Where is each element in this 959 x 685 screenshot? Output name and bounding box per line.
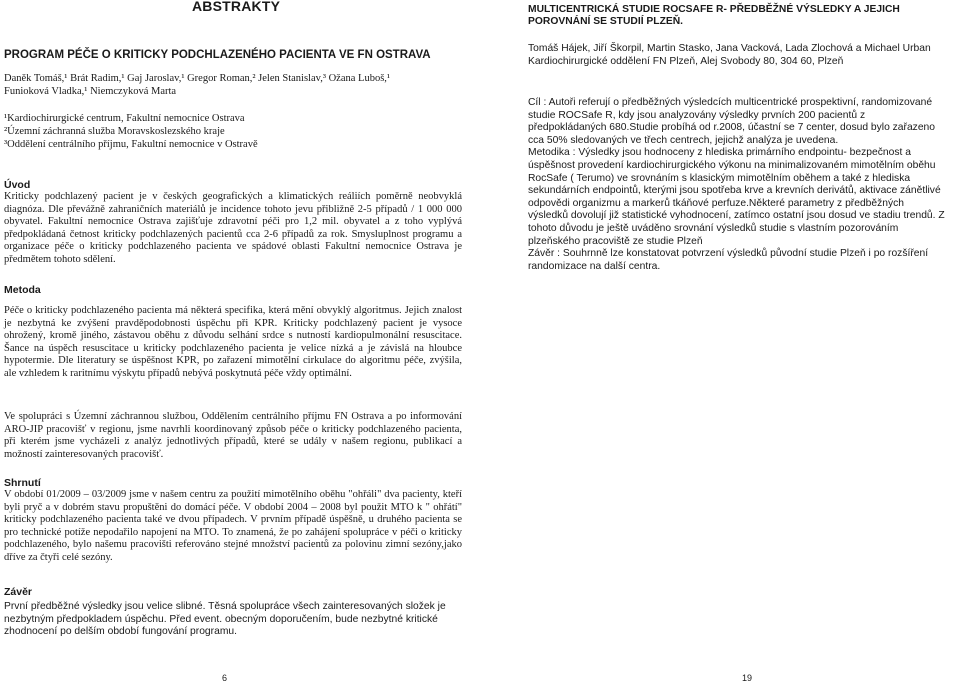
uvod-text: Kriticky podchlazený pacient je v českých geografických a klimatických reáliích poměrně neobvyklá diagnóza. Dle převážně zahraničních materiálů je incidence tohoto jevu přibližně 2-5 případů / 1 000 000 obyvatel. Fakultní nemocnice Ostrava zajišťuje zdravotní péči pro 1,2 mil. obyvatel a z toho vyplývá předpokládaná četnost kriticky podchlazených pacientů cca 2-6 případů za rok. Smysluplnost programu a organizace péče o kriticky podchlazeného pacienta ve spádové oblasti Fakultní nemocnice Ostrava je předmětem tohoto sdělení. [4,191,462,265]
affiliation-2: ²Územní záchranná služba Moravskoslezského kraje [4,126,225,138]
left-article-affiliations [4,112,462,152]
shrnuti-text: V období 01/2009 – 03/2009 jsme v našem centru za použití mimotělního oběhu "ohřáli" dva pacienty, kteří byli pryč a v dobrém stavu propuštěni do domácí péče. V období 2004 – 2008 byl použit MTO k " ohřátí" kriticky podchlazeného pacienta také ve dvou případech. V prvním případě úspěšně, u druhého pacienta se pro technické potíže nepodařilo napojení na MTO. To znamená, že po zahájení spolupráce v péči o kriticky podchlazeného, bylo našemu pracovišti referováno stejné množství pacientů za polovinu zimní sezóny,jako dříve za čtyři celé sezóny. [4,489,462,563]
page-number-left: 6 [222,673,228,683]
right-article-affiliation: Kardiochirurgické oddělení FN Plzeň, Alej Svobody 80, 304 60, Plzeň [528,55,844,67]
right-article-authors-block [528,43,946,68]
cil-paragraph: Cíl : Autoři referují o předběžných výsledcích multicentrické prospektivní, randomizované studie ROCSafe R, kdy jsou analyzovány výsledky prvních 200 pacientů z předpokládaných 680.Studie probíhá od r.2008, účastní se 7 center, dosud bylo zařazeno cca 50% sledovaných ve třech centrech, jejichž analýza je uvedena. [528,97,936,146]
page-header-abstrakty: ABSTRAKTY [192,0,281,14]
right-article-title: MULTICENTRICKÁ STUDIE ROCSAFE R- PŘEDBĚŽNÉ VÝSLEDKY A JEJICH POROVNÁNÍ SE STUDIÍ PLZEŇ. [528,4,900,28]
uvod-heading: Úvod [4,179,31,191]
right-article-abstract [528,97,946,273]
authors-line-2: Funioková Vladka,¹ Niemczyková Marta [4,86,177,98]
metoda-heading: Metoda [4,284,41,296]
zaver-heading: Závěr [4,586,33,598]
authors-line-1: Daněk Tomáš,¹ Brát Radim,¹ Gaj Jaroslav,¹ Gregor Roman,² Jelen Stanislav,³ Ožana Luboš,¹ [4,73,391,84]
zaver-text: První předběžné výsledky jsou velice slibné. Těsná spolupráce všech zainteresovaných složek je nezbytným předpokladem úspěchu. Před event. obecným doporučením, bude nezbytné kritické zhodnocení po delším období fungování programu. [4,601,446,638]
left-article-title: PROGRAM PÉČE O KRITICKY PODCHLAZENÉHO PACIENTA VE FN OSTRAVA [4,49,431,61]
metoda-paragraph-2: Ve spolupráci s Územní záchrannou službou, Oddělením centrálního příjmu FN Ostrava a po informování ARO-JIP pracovišť v regionu, jsme navrhli koordinovaný způsob péče o kriticky podchlazeného pacienta, při kterém jsme vycházeli z analýz jednotlivých případů, které se udály v našem regionu, publikací a možností zainteresovaných pracovišť. [4,411,462,460]
affiliation-1: ¹Kardiochirurgické centrum, Fakultní nemocnice Ostrava [4,113,245,124]
shrnuti-heading: Shrnutí [4,477,41,489]
page-number-right: 19 [742,673,753,683]
affiliation-3: ³Oddělení centrálního příjmu, Fakultní nemocnice v Ostravě [4,139,258,151]
metoda-paragraph-1: Péče o kriticky podchlazeného pacienta má některá specifika, která mění obvyklý algoritmus. Jejich znalost je nezbytná ke zvýšení pravděpodobnosti úspěchu při KPR. Kriticky podchlazený pacient je vysoce ohrožený, kromě jiného, zástavou oběhu z důvodu selhání srdce s nutností kardiopulmonální resuscitace. Šance na úspěch resuscitace u kriticky podchlazeného pacienta je velice nízká a je závislá na hloubce hypotermie. Dle literatury se úspěšnost KPR, po zařazení mimotělní cirkulace do algoritmu péče, zvýšila, ale vzhledem k raritnímu výskytu případů nebývá poskytnutá péče vždy optimální. [4,305,462,379]
left-article-authors [4,72,462,98]
zaver-paragraph: Závěr : Souhrnně lze konstatovat potvrzení výsledků původní studie Plzeň i po rozšíření randomizace na další centra. [528,248,929,272]
metodika-paragraph: Metodika : Výsledky jsou hodnoceny z hlediska primárního endpointu- bezpečnost a úspěšnost provedení kardiochirurgického výkonu na minimalizovaném mimotělním oběhu RocSafe ( Terumo) ve srovnáním s klasickým mimotělním oběhem a také z hlediska sekundárních endpointů, kterými jsou spotřeba krve a krevních derivátů, aktivace zánětlivé odpovědi organizmu a markerů tkáňové perfuze.Některé parametry z předběžných výsledků dovolují již statistické vyhodnocení, zatímco ostatní jsou dosud ve stadiu trendů. Z tohoto důvodu je ještě uváděno srovnání výsledků studie s vlastním pozorováním plzeňského pracoviště ze studie Plzeň [528,147,945,247]
right-article-authors: Tomáš Hájek, Jiří Škorpil, Martin Stasko, Jana Vacková, Lada Zlochová a Michael Urban [528,43,931,54]
